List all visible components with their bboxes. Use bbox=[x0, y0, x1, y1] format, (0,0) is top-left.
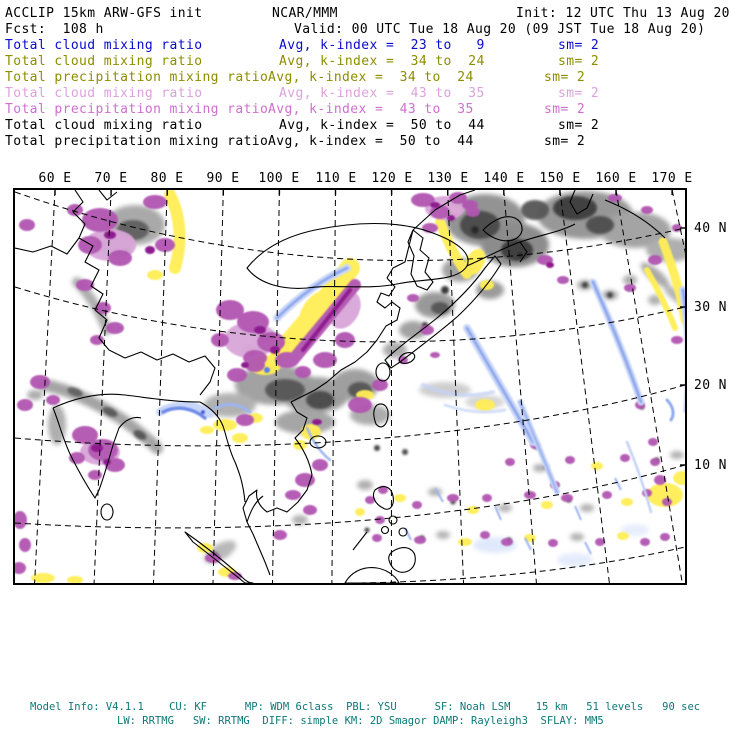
lon-axis-label: 130 E bbox=[427, 171, 469, 186]
valid-time: Valid: 00 UTC Tue 18 Aug 20 (09 JST Tue 18 Aug 20) bbox=[294, 22, 706, 37]
weather-map-canvas bbox=[15, 190, 685, 583]
kindex-value: Avg, k-index = 50 to 44 bbox=[268, 134, 474, 149]
lon-axis-label: 120 E bbox=[371, 171, 413, 186]
footer-model-info-line2: LW: RRTMG SW: RRTMG DIFF: simple KM: 2D Smagor DAMP: Rayleigh3 SFLAY: MM5 bbox=[117, 715, 604, 727]
lat-axis-label: 40 N bbox=[694, 221, 727, 236]
field-label: Total precipitation mixing ratio bbox=[5, 102, 269, 117]
smoothing-value: sm= 2 bbox=[558, 86, 600, 101]
field-label: Total cloud mixing ratio bbox=[5, 38, 203, 53]
kindex-value: Avg, k-index = 23 to 9 bbox=[279, 38, 485, 53]
field-label: Total cloud mixing ratio bbox=[5, 118, 203, 133]
lat-axis-label: 30 N bbox=[694, 300, 727, 315]
weather-map bbox=[13, 188, 687, 585]
kindex-value: Avg, k-index = 34 to 24 bbox=[279, 54, 485, 69]
lon-axis-label: 90 E bbox=[206, 171, 240, 186]
kindex-value: Avg, k-index = 43 to 35 bbox=[279, 86, 485, 101]
smoothing-value: sm= 2 bbox=[544, 70, 586, 85]
field-label: Total precipitation mixing ratio bbox=[5, 134, 269, 149]
lon-axis-label: 100 E bbox=[258, 171, 300, 186]
init-time: Init: 12 UTC Thu 13 Aug 20 bbox=[516, 6, 730, 21]
org-label: NCAR/MMM bbox=[272, 6, 338, 21]
lon-axis-label: 60 E bbox=[38, 171, 72, 186]
kindex-value: Avg, k-index = 34 to 24 bbox=[268, 70, 474, 85]
lon-axis-label: 160 E bbox=[595, 171, 637, 186]
product-title: ACCLIP 15km ARW-GFS init bbox=[5, 6, 203, 21]
lon-axis-label: 150 E bbox=[539, 171, 581, 186]
lon-axis-label: 110 E bbox=[315, 171, 357, 186]
smoothing-value: sm= 2 bbox=[544, 134, 586, 149]
kindex-value: Avg, k-index = 50 to 44 bbox=[279, 118, 485, 133]
field-label: Total cloud mixing ratio bbox=[5, 54, 203, 69]
lon-axis-label: 70 E bbox=[94, 171, 128, 186]
lon-axis-label: 170 E bbox=[651, 171, 693, 186]
field-label: Total precipitation mixing ratio bbox=[5, 70, 269, 85]
lat-axis-label: 20 N bbox=[694, 378, 727, 393]
smoothing-value: sm= 2 bbox=[558, 54, 600, 69]
lon-axis-label: 80 E bbox=[150, 171, 184, 186]
lat-axis-label: 10 N bbox=[694, 458, 727, 473]
kindex-value: Avg, k-index = 43 to 35 bbox=[268, 102, 474, 117]
footer-model-info-line1: Model Info: V4.1.1 CU: KF MP: WDM 6class PBL: YSU SF: Noah LSM 15 km 51 levels 90 sec bbox=[30, 701, 701, 713]
smoothing-value: sm= 2 bbox=[544, 102, 586, 117]
field-label: Total cloud mixing ratio bbox=[5, 86, 203, 101]
lon-axis-label: 140 E bbox=[483, 171, 525, 186]
forecast-hour: Fcst: 108 h bbox=[5, 22, 104, 37]
smoothing-value: sm= 2 bbox=[558, 38, 600, 53]
smoothing-value: sm= 2 bbox=[558, 118, 600, 133]
